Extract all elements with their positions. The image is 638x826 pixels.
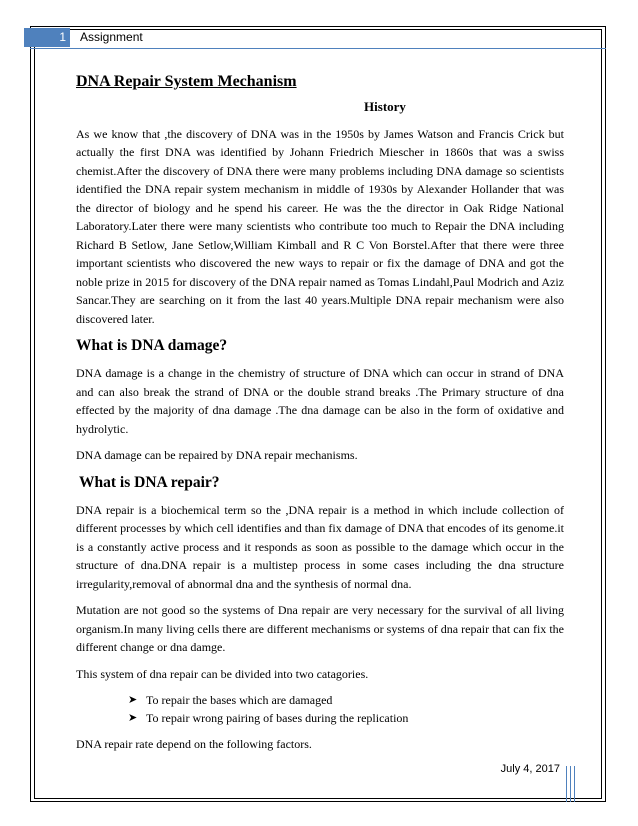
arrow-bullet-icon: ➤ <box>128 694 138 706</box>
document-body <box>76 70 564 762</box>
list-item-text: To repair wrong pairing of bases during the replication <box>146 711 409 725</box>
arrow-bullet-icon: ➤ <box>128 712 138 724</box>
damage-paragraph: DNA damage can be repaired by DNA repair mechanisms. <box>76 448 358 462</box>
footer-date: July 4, 2017 <box>500 763 560 775</box>
repair-paragraph: This system of dna repair can be divided into two catagories. <box>76 666 369 681</box>
list-item-text: To repair the bases which are damaged <box>146 693 333 707</box>
repair-paragraph: Mutation are not good so the systems of Dna repair are very necessary for the survival of all living organism.In many living cells there are different mechanisms or systems of dna repair that can fix the different change or dna damge. <box>76 603 564 654</box>
page-number: 1 <box>24 28 70 47</box>
document-title: DNA Repair System Mechanism <box>76 73 297 90</box>
footer-decoration <box>566 766 580 802</box>
repair-paragraph: DNA repair is a biochemical term so the ,DNA repair is a method in which include collection of different processes by which cell identifies and than fix damage of DNA that encodes of its genome.it is a constantly active process and it responds as soon as possible to the damage which occur in the structure of dna.DNA repair is a multistep process in some cases including the dna structure irregularity,removal of abnormal dna and the synthesis of normal dna. <box>76 502 564 591</box>
header-title: Assignment <box>80 30 143 44</box>
repair-heading: What is DNA repair? <box>79 473 220 491</box>
history-heading: History <box>364 99 406 114</box>
list-item <box>128 691 564 709</box>
damage-paragraph: DNA damage is a change in the chemistry of structure of DNA which can occur in strand of DNA and can also break the strand of DNA or the double strand breaks .The Primary structure of dna effected by the majority of dna damage .The dna damage can be also in the form of oxidative and hydrolytic. <box>76 366 564 436</box>
history-paragraph: As we know that ,the discovery of DNA was in the 1950s by James Watson and Francis Crick but actually the first DNA was identified by Johann Friedrich Miescher in 1860s that was a swiss chemist.After the discovery of DNA there were many problems including DNA damage so scientists identified the DNA repair system mechanism in middle of 1930s by Alexander Hollander that was the director of biology and he spend his career. He was the the director in Oak Ridge National Laboratory.Later there were many scientists who contribute too much to Repair the DNA including Richard B Setlow, Jane Setlow,William Kimball and R C Von Borstel.After that there were three important scientists who discovered the new ways to repair or fix the damage of DNA and got the noble prize in 2015 for discovery of the DNA repair named as Tomas Lindahl,Paul Modrich and Aziz Sancar.They are searching on it from the last 40 years.Multiple DNA repair mechanism were also discovered later. <box>76 126 564 326</box>
list-item <box>128 709 564 727</box>
damage-heading: What is DNA damage? <box>76 337 228 354</box>
rate-paragraph: DNA repair rate depend on the following factors. <box>76 737 312 751</box>
category-list <box>76 691 564 727</box>
